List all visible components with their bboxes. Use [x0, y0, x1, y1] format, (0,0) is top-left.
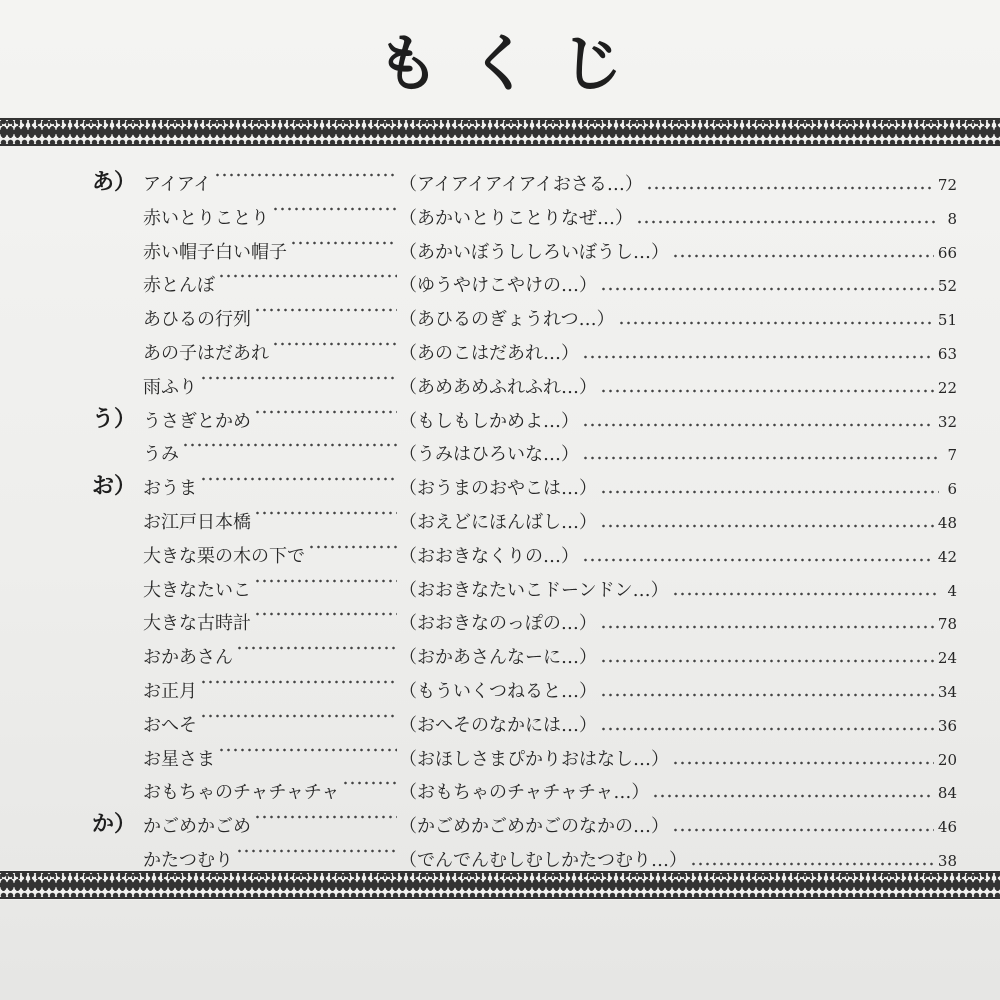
entry-subtitle: （おへそのなかには…）: [399, 714, 597, 736]
entry-title: お星さま: [143, 748, 215, 770]
entry-title: お正月: [143, 681, 197, 702]
entry-title-column: [143, 578, 399, 604]
toc-entry[interactable]: [143, 572, 957, 604]
entry-subtitle: （おかあさんなーに…）: [399, 647, 597, 669]
toc-entry[interactable]: [143, 605, 957, 637]
page-leader-dots: [672, 760, 934, 766]
entry-subtitle: （おほしさまぴかりおはなし…）: [399, 748, 669, 770]
entry-subtitle: （もういくつねると…）: [399, 681, 597, 702]
entry-title: 大きな古時計: [143, 613, 251, 635]
page-leader-dots: [672, 591, 939, 597]
entry-title-column: [143, 747, 399, 773]
entry-title-column: [143, 307, 399, 333]
group-label: う）: [92, 406, 137, 432]
page-leader-dots: [636, 219, 939, 225]
entry-page-number: 7: [947, 446, 957, 465]
title-leader-dots: [218, 273, 397, 279]
title-leader-dots: [200, 375, 397, 381]
entry-subtitle: （おおきなたいこドーンドン…）: [399, 579, 669, 601]
entry-title: 大きな栗の木の下で: [143, 545, 305, 567]
entry-title: おかあさん: [143, 647, 233, 669]
entry-title: アイアイ: [143, 174, 212, 195]
entry-title-column: [143, 442, 399, 468]
entry-page-number: 84: [937, 784, 957, 803]
title-leader-dots: [254, 307, 397, 313]
page-title: もくじ: [376, 27, 653, 100]
page-leader-dots: [600, 726, 934, 732]
toc-entry[interactable]: [143, 774, 957, 806]
entry-subtitle: （かごめかごめかごのなかの…）: [399, 816, 669, 838]
page-leader-dots: [600, 523, 934, 529]
toc-entry[interactable]: [143, 369, 957, 401]
entry-page-number: 22: [937, 378, 957, 397]
entry-page-number: 8: [947, 209, 957, 228]
toc-entry[interactable]: [143, 741, 957, 773]
title-leader-dots: [290, 240, 397, 246]
entry-page-number: 52: [937, 277, 957, 296]
entry-title: お江戸日本橋: [143, 512, 251, 533]
entry-title-column: [143, 814, 399, 840]
entry-title-column: [143, 510, 399, 536]
entry-subtitle: （おうまのおやこは…）: [399, 478, 597, 500]
entry-page-number: 48: [937, 514, 957, 532]
entry-title: おへそ: [143, 714, 197, 736]
title-leader-dots: [182, 442, 397, 448]
entry-title: おうま: [143, 478, 197, 500]
entry-subtitle: （あかいとりことりなぜ…）: [399, 207, 633, 229]
page-leader-dots: [672, 827, 934, 833]
entry-title: おもちゃのチャチャチャ: [143, 782, 340, 804]
toc-entry[interactable]: [143, 707, 957, 739]
toc-entry[interactable]: [143, 403, 957, 435]
entry-title-column: [143, 544, 399, 570]
entry-title: あひるの行列: [143, 309, 251, 331]
page-leader-dots: [582, 455, 939, 461]
entry-subtitle: （ゆうやけこやけの…）: [399, 275, 597, 297]
group-label: お）: [92, 474, 137, 500]
entry-title-column: [143, 780, 399, 806]
toc-entry[interactable]: [143, 639, 957, 671]
entry-subtitle: （おおきなのっぽの…）: [399, 613, 597, 635]
entry-title-column: [143, 240, 399, 266]
toc-entry[interactable]: [143, 234, 957, 266]
entry-page-number: 20: [937, 750, 957, 769]
entry-page-number: 66: [937, 243, 957, 262]
entry-title-column: [143, 645, 399, 671]
entry-page-number: 42: [937, 547, 957, 566]
entry-title: うさぎとかめ: [143, 410, 251, 432]
entry-subtitle: （もしもしかめよ…）: [399, 410, 579, 432]
entry-page-number: 38: [937, 852, 957, 870]
title-leader-dots: [236, 645, 397, 651]
entry-subtitle: （おもちゃのチャチャチャ…）: [399, 782, 650, 804]
toc-entry[interactable]: [143, 301, 957, 333]
title-leader-dots: [214, 172, 397, 178]
page-leader-dots: [600, 692, 934, 698]
title-leader-dots: [308, 544, 397, 550]
entry-title: 赤とんぼ: [143, 275, 215, 297]
entry-page-number: 32: [937, 412, 957, 431]
entry-page-number: 36: [937, 716, 957, 735]
page-leader-dots: [600, 624, 934, 630]
entry-page-number: 63: [937, 345, 957, 363]
toc-entry[interactable]: [143, 200, 957, 232]
group-label: か）: [92, 812, 137, 838]
entry-page-number: 6: [947, 480, 957, 499]
title-leader-dots: [254, 814, 397, 820]
toc-entry[interactable]: [143, 436, 957, 468]
toc-entry[interactable]: [143, 166, 957, 198]
title-leader-dots: [272, 341, 397, 347]
title-leader-dots: [254, 578, 397, 584]
page-leader-dots: [690, 861, 934, 867]
entry-title-column: [143, 476, 399, 502]
entry-title-column: [143, 375, 399, 401]
page-leader-dots: [582, 557, 934, 563]
entry-subtitle: （うみはひろいな…）: [399, 444, 579, 466]
title-leader-dots: [200, 679, 397, 685]
page-leader-dots: [652, 793, 934, 799]
entry-page-number: 24: [937, 649, 957, 668]
entry-title-column: [143, 713, 399, 739]
page-leader-dots: [582, 354, 934, 360]
title-leader-dots: [200, 476, 397, 482]
toc-entry[interactable]: [143, 808, 957, 840]
title-leader-dots: [236, 848, 397, 854]
entry-title: 雨ふり: [143, 376, 197, 398]
toc-entry[interactable]: [143, 267, 957, 299]
page-leader-dots: [582, 422, 934, 428]
entry-title: うみ: [143, 444, 179, 466]
entry-page-number: 34: [937, 683, 957, 701]
entry-subtitle: （おおきなくりの…）: [399, 545, 579, 567]
toc-entry[interactable]: [143, 504, 957, 536]
title-leader-dots: [254, 510, 397, 516]
entry-page-number: 4: [947, 581, 957, 600]
entry-subtitle: （あのこはだあれ…）: [399, 343, 579, 364]
entry-title-column: [143, 273, 399, 299]
entry-subtitle: （アイアイアイアイおさる…）: [399, 174, 643, 195]
toc-entry[interactable]: [143, 470, 957, 502]
entry-title: かたつむり: [143, 850, 233, 871]
page-leader-dots: [646, 185, 934, 191]
group-label: あ）: [92, 170, 137, 195]
page-leader-dots: [600, 286, 934, 292]
entry-title: 大きなたいこ: [143, 579, 251, 601]
page-leader-dots: [600, 489, 939, 495]
entry-title-column: [143, 679, 399, 705]
toc-entry[interactable]: [143, 842, 957, 874]
page-leader-dots: [618, 320, 934, 326]
entry-subtitle: （あめあめふれふれ…）: [399, 376, 597, 398]
page-leader-dots: [672, 253, 934, 259]
toc-entry[interactable]: [143, 673, 957, 705]
entry-title-column: [143, 341, 399, 367]
entry-subtitle: （あひるのぎょうれつ…）: [399, 309, 615, 331]
title-leader-dots: [218, 747, 397, 753]
title-leader-dots: [342, 780, 397, 786]
title-leader-dots: [254, 611, 397, 617]
entry-title-column: [143, 611, 399, 637]
entry-title: かごめかごめ: [143, 816, 251, 838]
toc-entry[interactable]: [143, 538, 957, 570]
entry-title: 赤い帽子白い帽子: [143, 241, 287, 263]
entry-title-column: [143, 206, 399, 232]
title-leader-dots: [272, 206, 397, 212]
entry-subtitle: （でんでんむしむしかたつむり…）: [399, 850, 687, 871]
title-leader-dots: [254, 409, 397, 415]
title-leader-dots: [200, 713, 397, 719]
entry-page-number: 46: [937, 818, 957, 837]
toc-entry[interactable]: [143, 335, 957, 367]
page-leader-dots: [600, 658, 934, 664]
entry-subtitle: （あかいぼうししろいぼうし…）: [399, 241, 669, 263]
page-leader-dots: [600, 388, 934, 394]
entry-title-column: [143, 848, 399, 874]
entry-page-number: 51: [937, 311, 957, 330]
entry-title: 赤いとりことり: [143, 207, 269, 229]
entry-subtitle: （おえどにほんばし…）: [399, 512, 597, 533]
entry-title: あの子はだあれ: [143, 343, 269, 364]
entry-title-column: [143, 172, 399, 198]
entry-page-number: 78: [937, 615, 957, 634]
entry-title-column: [143, 409, 399, 435]
entry-page-number: 72: [937, 176, 957, 194]
